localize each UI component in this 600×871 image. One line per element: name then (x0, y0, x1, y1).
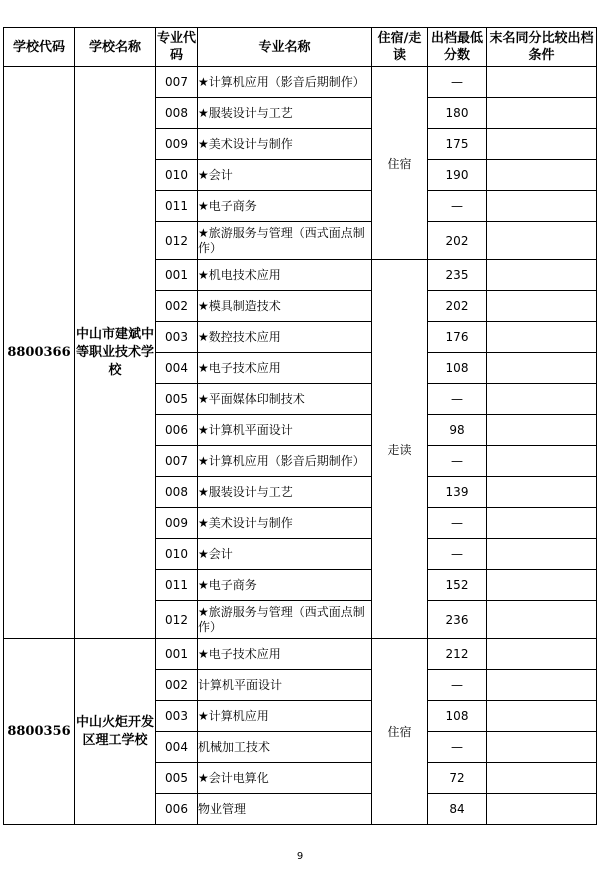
major-name-cell: ★计算机应用（影音后期制作） (198, 67, 372, 98)
school-code-cell: 8800356 (4, 639, 75, 825)
tiebreak-cell (487, 67, 597, 98)
min-score-cell: 108 (428, 701, 487, 732)
major-name-cell: ★会计 (198, 539, 372, 570)
major-name-cell: ★计算机应用（影音后期制作） (198, 446, 372, 477)
min-score-cell: — (428, 670, 487, 701)
major-code-cell: 010 (156, 160, 198, 191)
major-code-cell: 006 (156, 415, 198, 446)
major-name-cell: ★旅游服务与管理（西式面点制作） (198, 601, 372, 639)
min-score-cell: — (428, 67, 487, 98)
tiebreak-cell (487, 353, 597, 384)
tiebreak-cell (487, 732, 597, 763)
major-code-cell: 003 (156, 322, 198, 353)
header-major-code: 专业代码 (156, 28, 198, 67)
min-score-cell: — (428, 539, 487, 570)
major-name-cell: ★电子商务 (198, 570, 372, 601)
major-code-cell: 004 (156, 732, 198, 763)
header-major-name: 专业名称 (198, 28, 372, 67)
major-name-cell: 物业管理 (198, 794, 372, 825)
major-name-cell: 机械加工技术 (198, 732, 372, 763)
min-score-cell: 235 (428, 260, 487, 291)
major-name-cell: ★会计 (198, 160, 372, 191)
min-score-cell: 84 (428, 794, 487, 825)
major-name-cell: ★会计电算化 (198, 763, 372, 794)
tiebreak-cell (487, 539, 597, 570)
tiebreak-cell (487, 322, 597, 353)
major-code-cell: 007 (156, 446, 198, 477)
major-code-cell: 001 (156, 639, 198, 670)
major-code-cell: 005 (156, 763, 198, 794)
min-score-cell: 139 (428, 477, 487, 508)
major-code-cell: 005 (156, 384, 198, 415)
min-score-cell: — (428, 446, 487, 477)
major-code-cell: 009 (156, 508, 198, 539)
major-name-cell: ★计算机平面设计 (198, 415, 372, 446)
tiebreak-cell (487, 508, 597, 539)
min-score-cell: — (428, 508, 487, 539)
min-score-cell: 202 (428, 291, 487, 322)
tiebreak-cell (487, 639, 597, 670)
min-score-cell: 175 (428, 129, 487, 160)
major-code-cell: 002 (156, 670, 198, 701)
min-score-cell: 98 (428, 415, 487, 446)
tiebreak-cell (487, 477, 597, 508)
tiebreak-cell (487, 384, 597, 415)
tiebreak-cell (487, 570, 597, 601)
min-score-cell: — (428, 191, 487, 222)
header-school-code: 学校代码 (4, 28, 75, 67)
header-tiebreak: 末名同分比较出档条件 (487, 28, 597, 67)
min-score-cell: — (428, 732, 487, 763)
tiebreak-cell (487, 763, 597, 794)
min-score-cell: 108 (428, 353, 487, 384)
major-name-cell: ★服装设计与工艺 (198, 98, 372, 129)
major-name-cell: ★服装设计与工艺 (198, 477, 372, 508)
major-name-cell: ★数控技术应用 (198, 322, 372, 353)
boarding-mode-cell: 住宿 (372, 639, 428, 825)
min-score-cell: 176 (428, 322, 487, 353)
major-code-cell: 010 (156, 539, 198, 570)
school-name-cell: 中山市建斌中等职业技术学校 (75, 67, 156, 639)
major-name-cell: ★旅游服务与管理（西式面点制作） (198, 222, 372, 260)
tiebreak-cell (487, 222, 597, 260)
tiebreak-cell (487, 98, 597, 129)
major-name-cell: ★机电技术应用 (198, 260, 372, 291)
min-score-cell: 236 (428, 601, 487, 639)
tiebreak-cell (487, 129, 597, 160)
header-row (4, 28, 597, 67)
major-name-cell: ★平面媒体印制技术 (198, 384, 372, 415)
tiebreak-cell (487, 415, 597, 446)
major-name-cell: ★美术设计与制作 (198, 508, 372, 539)
tiebreak-cell (487, 670, 597, 701)
page-number: 9 (296, 851, 304, 862)
tiebreak-cell (487, 191, 597, 222)
min-score-cell: 212 (428, 639, 487, 670)
min-score-cell: 180 (428, 98, 487, 129)
tiebreak-cell (487, 794, 597, 825)
major-code-cell: 002 (156, 291, 198, 322)
school-name-cell: 中山火炬开发区理工学校 (75, 639, 156, 825)
tiebreak-cell (487, 446, 597, 477)
major-name-cell: 计算机平面设计 (198, 670, 372, 701)
major-code-cell: 001 (156, 260, 198, 291)
tiebreak-cell (487, 160, 597, 191)
header-min-score: 出档最低分数 (428, 28, 487, 67)
major-name-cell: ★电子商务 (198, 191, 372, 222)
min-score-cell: 202 (428, 222, 487, 260)
min-score-cell: 72 (428, 763, 487, 794)
major-name-cell: ★电子技术应用 (198, 639, 372, 670)
header-school-name: 学校名称 (75, 28, 156, 67)
major-code-cell: 012 (156, 601, 198, 639)
tiebreak-cell (487, 701, 597, 732)
tiebreak-cell (487, 260, 597, 291)
major-code-cell: 003 (156, 701, 198, 732)
min-score-cell: 190 (428, 160, 487, 191)
admission-table (3, 27, 597, 825)
header-boarding: 住宿/走读 (372, 28, 428, 67)
table-row (4, 639, 597, 670)
major-code-cell: 004 (156, 353, 198, 384)
major-code-cell: 006 (156, 794, 198, 825)
major-code-cell: 007 (156, 67, 198, 98)
table-row (4, 67, 597, 98)
tiebreak-cell (487, 601, 597, 639)
major-code-cell: 008 (156, 477, 198, 508)
tiebreak-cell (487, 291, 597, 322)
min-score-cell: 152 (428, 570, 487, 601)
major-name-cell: ★模具制造技术 (198, 291, 372, 322)
school-code-cell: 8800366 (4, 67, 75, 639)
major-name-cell: ★电子技术应用 (198, 353, 372, 384)
major-code-cell: 008 (156, 98, 198, 129)
major-code-cell: 011 (156, 570, 198, 601)
min-score-cell: — (428, 384, 487, 415)
major-code-cell: 012 (156, 222, 198, 260)
boarding-mode-cell: 走读 (372, 260, 428, 639)
major-code-cell: 011 (156, 191, 198, 222)
major-name-cell: ★计算机应用 (198, 701, 372, 732)
major-name-cell: ★美术设计与制作 (198, 129, 372, 160)
boarding-mode-cell: 住宿 (372, 67, 428, 260)
major-code-cell: 009 (156, 129, 198, 160)
